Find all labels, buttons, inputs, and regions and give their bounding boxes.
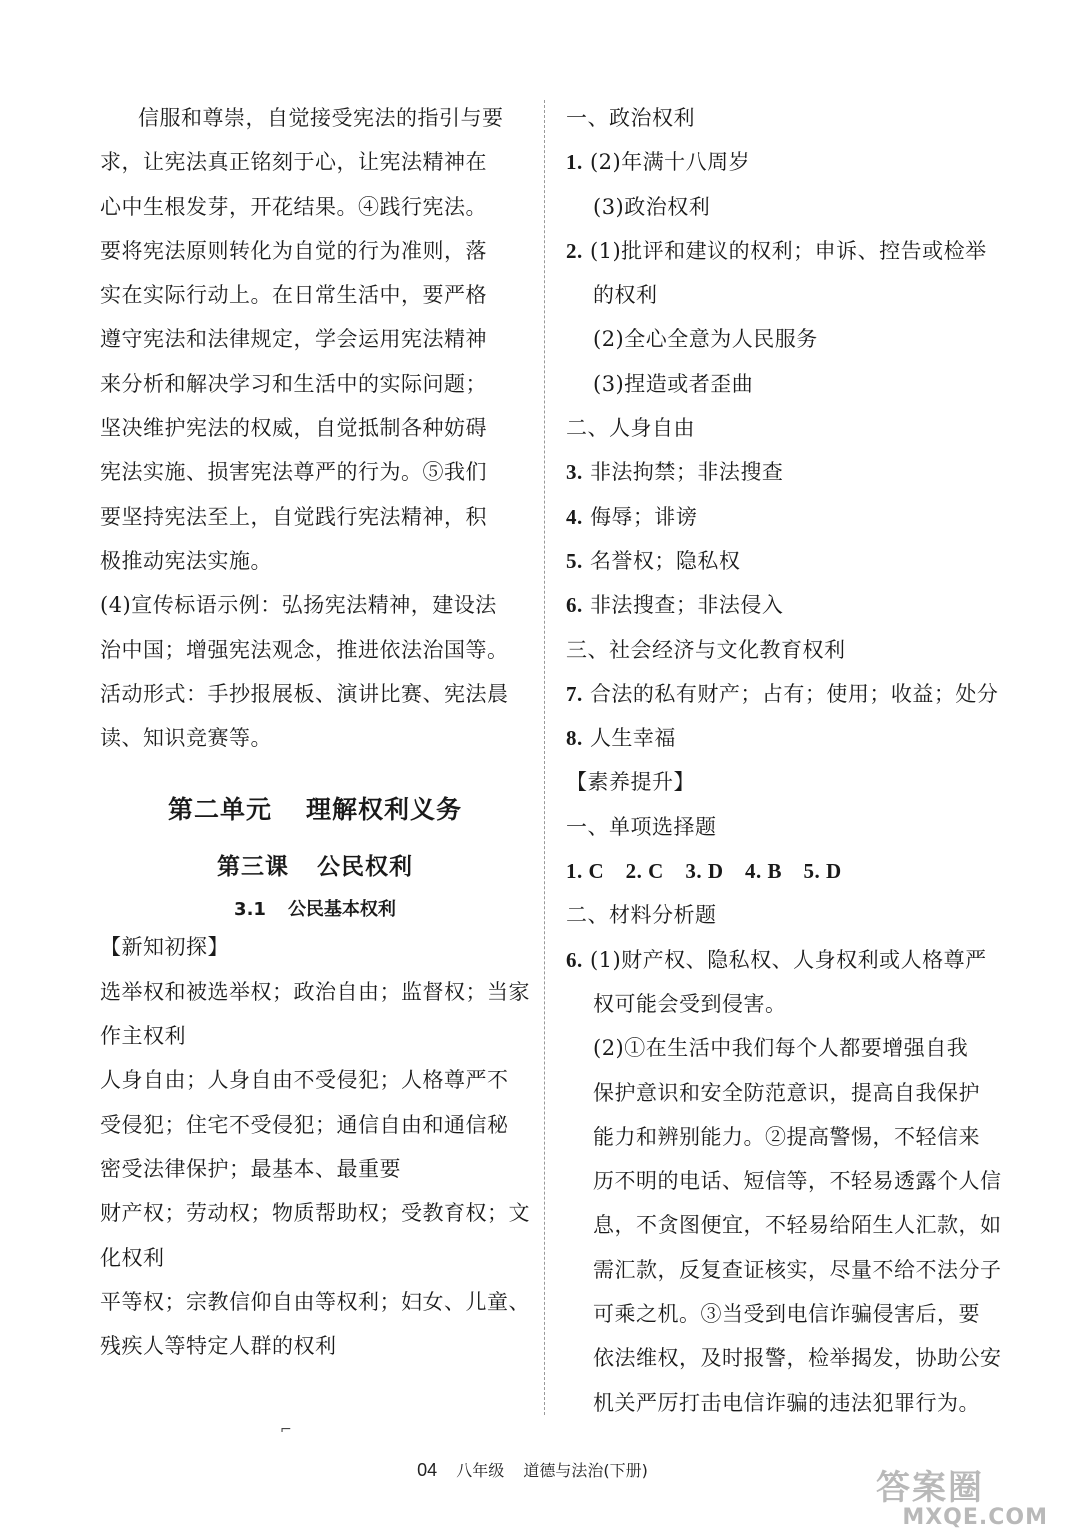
text-line: 化权利 [100, 1245, 165, 1270]
text-line: 实在实际行动上。在日常生活中，要严格 [100, 283, 487, 308]
answer-number: 8. [566, 726, 583, 751]
heading-political-rights: 一、政治权利 [566, 106, 695, 130]
answer-number: 1. [566, 150, 583, 175]
answer-number: 6. [566, 593, 583, 618]
answer-1 [566, 140, 1001, 184]
answer-2-cont: 的权利 [593, 283, 658, 308]
new-knowledge-label: 【新知初探】 [100, 935, 229, 960]
heading-personal-freedom: 二、人身自由 [566, 416, 695, 441]
watermark-cn: 答案圈 [876, 1468, 984, 1508]
new-knowledge-answers [100, 970, 530, 1369]
answer-number: 5. [566, 548, 583, 573]
section-number: 3.1 [234, 899, 266, 921]
text-line: 需汇款，反复查证核实，尽量不给不法分子 [593, 1257, 1002, 1282]
answer-2 [566, 229, 1001, 273]
answer-number: 2. [566, 238, 583, 263]
text-line: 读、知识竞赛等。 [100, 726, 272, 751]
text-line: 密受法律保护；最基本、最重要 [100, 1156, 401, 1181]
heading-material-analysis: 二、材料分析题 [566, 903, 717, 928]
unit-number: 第二单元 [167, 795, 272, 825]
answer-text: (2)年满十八周岁 [589, 150, 751, 175]
text-line: 人身自由；人身自由不受侵犯；人格尊严不 [100, 1068, 509, 1093]
answer-text: 人生幸福 [589, 726, 676, 751]
text-line: 可乘之机。③当受到电信诈骗侵害后，要 [593, 1302, 980, 1327]
answer-2-b: (2)全心全意为人民服务 [593, 327, 818, 352]
answer-number: 6. [566, 947, 583, 972]
text-line: 心中生根发芽，开花结果。④践行宪法。 [100, 194, 487, 219]
answer-text: 合法的私有财产；占有；使用；收益；处分 [589, 681, 999, 706]
watermark-en: MXQE.COM [902, 1505, 1048, 1530]
answer-text: (1)财产权、隐私权、人身权利或人格尊严 [589, 947, 987, 972]
lesson-name: 公民权利 [317, 854, 413, 881]
text-line: 选举权和被选举权；政治自由；监督权；当家 [100, 979, 530, 1004]
material-answer-6-cont: 权可能会受到侵害。 [593, 991, 787, 1016]
answer-4 [566, 495, 1001, 539]
text-line: 平等权；宗教信仰自由等权利；妇女、儿童、 [100, 1289, 530, 1314]
unit-name: 理解权利义务 [306, 795, 463, 825]
text-line: 残疾人等特定人群的权利 [100, 1334, 337, 1359]
text-line: 要将宪法原则转化为自觉的行为准则，落 [100, 238, 487, 263]
text-line: 能力和辨别能力。②提高警惕，不轻信来 [593, 1124, 980, 1149]
text-line: 活动形式：手抄报展板、演讲比赛、宪法晨 [100, 681, 509, 706]
grade-label: 八年级 [456, 1461, 505, 1480]
right-column [566, 96, 1001, 1425]
q4-paragraph [100, 583, 530, 760]
text-line: 宪法实施、损害宪法尊严的行为。⑤我们 [100, 460, 487, 485]
text-line: 受侵犯；住宅不受侵犯；通信自由和通信秘 [100, 1112, 509, 1137]
text-line: 信服和尊崇，自觉接受宪法的指引与要 [138, 106, 504, 130]
answer-number: 4. [566, 504, 583, 529]
answer-text: 名誉权；隐私权 [589, 548, 741, 573]
text-line: 财产权；劳动权；物质帮助权；受教育权；文 [100, 1201, 530, 1226]
text-line: 息，不贪图便宜，不轻易给陌生人汇款，如 [593, 1213, 1002, 1238]
answer-text: 非法搜查；非法侵入 [589, 593, 784, 618]
answer-7 [566, 672, 1001, 716]
text-line: 保护意识和安全防范意识，提高自我保护 [593, 1080, 980, 1105]
answer-2-c: (3)捏造或者歪曲 [593, 371, 754, 396]
text-line: (4)宣传标语示例：弘扬宪法精神，建设法 [100, 593, 497, 618]
answer-text: (1)批评和建议的权利；申诉、控告或检举 [589, 238, 987, 263]
literacy-label: 【素养提升】 [566, 770, 695, 795]
answer-text: 非法拘禁；非法搜查 [589, 460, 784, 485]
heading-single-choice: 一、单项选择题 [566, 814, 717, 839]
text-line: (2)①在生活中我们每个人都要增强自我 [593, 1036, 969, 1061]
answer-number: 7. [566, 681, 583, 706]
answer-5 [566, 539, 1001, 583]
lesson-title [100, 848, 530, 881]
intro-paragraph [100, 96, 530, 583]
material-answer-6 [566, 938, 1001, 982]
text-line: 历不明的电话、短信等，不轻易透露个人信 [593, 1169, 1002, 1194]
answer-8 [566, 716, 1001, 760]
text-line: 机关严厉打击电信诈骗的违法犯罪行为。 [593, 1390, 980, 1415]
answer-3 [566, 450, 1001, 494]
answer-6 [566, 583, 1001, 627]
text-line: 治中国；增强宪法观念，推进依法治国等。 [100, 637, 509, 662]
choice-answers: 1. C 2. C 3. D 4. B 5. D [566, 859, 842, 884]
watermark-logo [876, 1470, 1056, 1534]
text-line: 遵守宪法和法律规定，学会运用宪法精神 [100, 327, 487, 352]
text-line: 极推动宪法实施。 [100, 548, 272, 573]
page-number: 04 [417, 1460, 438, 1480]
text-line: 要坚持宪法至上，自觉践行宪法精神，积 [100, 504, 487, 529]
section-title [100, 895, 530, 921]
text-line: 来分析和解决学习和生活中的实际问题； [100, 371, 487, 396]
answer-number: 3. [566, 460, 583, 485]
left-column [100, 96, 530, 1368]
text-line: 作主权利 [100, 1024, 186, 1049]
unit-title [100, 790, 530, 826]
text-line: 求，让宪法真正铭刻于心，让宪法精神在 [100, 150, 487, 175]
lesson-number: 第三课 [217, 854, 289, 881]
heading-socioeconomic-rights: 三、社会经济与文化教育权利 [566, 637, 846, 662]
text-line: 依法维权，及时报警，检举揭发，协助公安 [593, 1346, 1002, 1371]
subject-label: 道德与法治(下册) [523, 1461, 648, 1480]
answer-text: 侮辱；诽谤 [589, 504, 698, 529]
column-divider [544, 100, 545, 1415]
text-line: 坚决维护宪法的权威，自觉抵制各种妨碍 [100, 416, 487, 441]
material-answer-6-b [566, 1026, 1001, 1425]
answer-1-cont: (3)政治权利 [593, 194, 711, 219]
scan-mark: ⌐ [280, 1422, 292, 1438]
section-name: 公民基本权利 [287, 899, 396, 921]
